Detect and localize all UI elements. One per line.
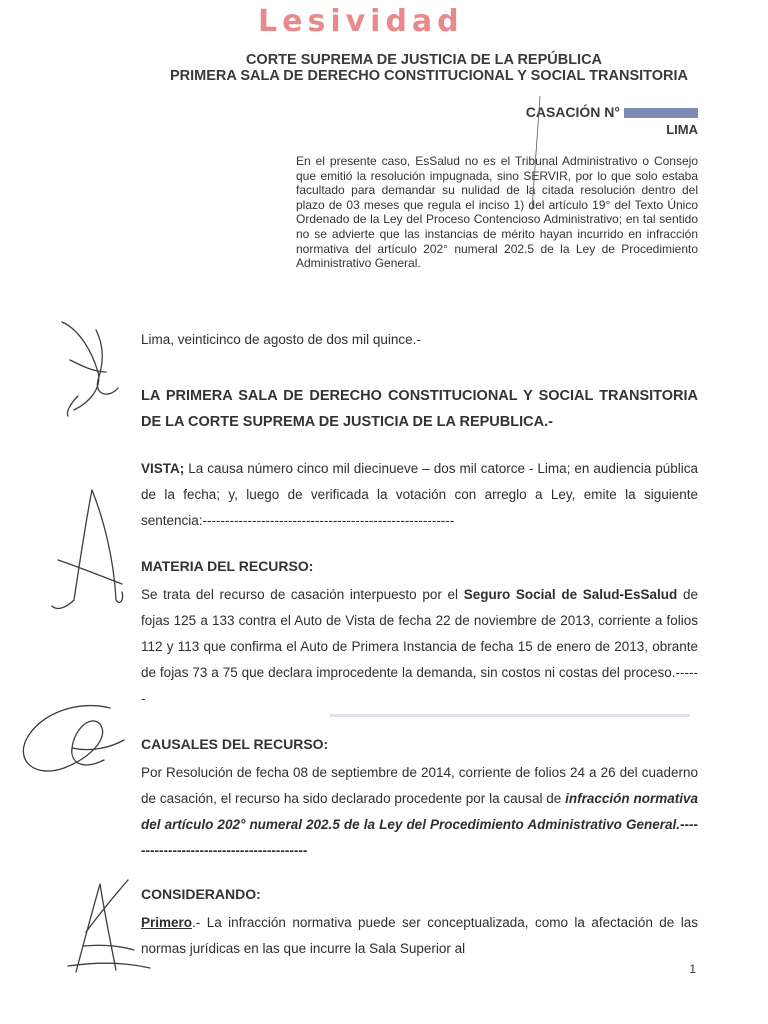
materia-paragraph [141, 582, 698, 712]
causales-text-a: Por Resolución de fecha 08 de septiembre de 2014, corriente de folios 24 a 26 del cuaderno de casación, el recurso ha sido declarado procedente por la causal de [141, 765, 698, 806]
court-heading: LA PRIMERA SALA DE DERECHO CONSTITUCIONAL Y SOCIAL TRANSITORIA DE LA CORTE SUPREMA DE JUSTICIA DE LA REPUBLICA.- [141, 388, 698, 430]
materia-text-b: de fojas 125 a 133 contra el Auto de Vista de fecha 22 de noviembre de 2013, corriente a folios 112 y 113 que confirma el Auto de Primera Instancia de fecha 15 de enero de 2013, obrante de fojas 73 a 75 que declara improcedente la demanda, sin costos ni costas del proceso.------ [141, 587, 698, 706]
materia-text-a: Se trata del recurso de casación interpuesto por el [141, 587, 464, 602]
vista-label: VISTA; [141, 461, 185, 476]
considerando-heading: CONSIDERANDO: [141, 886, 261, 902]
materia-heading: MATERIA DEL RECURSO: [141, 558, 314, 574]
signature-mark-1 [62, 322, 118, 416]
bleed-through-mark [330, 714, 690, 717]
page-number: 1 [689, 962, 696, 976]
signature-mark-2 [52, 490, 123, 608]
court-header-line2: PRIMERA SALA DE DERECHO CONSTITUCIONAL Y SOCIAL TRANSITORIA [169, 68, 688, 84]
date-line: Lima, veinticinco de agosto de dos mil quince.- [141, 332, 421, 347]
primero-text: .- La infracción normativa puede ser conceptualizada, como la afectación de las normas jurídicas en las que incurre la Sala Superior al [141, 915, 698, 956]
case-number-label: CASACIÓN N° [525, 104, 620, 120]
causales-tail: ----------------------------------------- [141, 817, 698, 858]
case-number [526, 104, 698, 120]
signature-mark-4 [68, 880, 150, 972]
case-place: LIMA [666, 122, 698, 137]
court-header-line1: CORTE SUPREMA DE JUSTICIA DE LA REPÚBLICA [245, 52, 603, 68]
causales-heading: CAUSALES DEL RECURSO: [141, 736, 329, 752]
case-summary: En el presente caso, EsSalud no es el Tribunal Administrativo o Consejo que emitió la resolución impugnada, sino SERVIR, por lo que solo estaba facultado para demandar su nulidad de la citada resolución dentro del plazo de 03 meses que regula el inciso 1) del artículo 19° del Texto Único Ordenado de la Ley del Proceso Contencioso Administrativo; en tal sentido no se advierte que las instancias de mérito hayan incurrido en infracción normativa del artículo 202° numeral 202.5 de la Ley de Procedimiento Administrativo General. [296, 154, 698, 271]
primero-label: Primero [141, 915, 193, 930]
signature-mark-3 [23, 706, 124, 771]
causales-bold: infracción normativa del artículo 202° numeral 202.5 de la Ley del Procedimiento Administrativo General. [141, 791, 698, 832]
redacted-number [624, 108, 698, 118]
vista-text: La causa número cinco mil diecinueve – dos mil catorce - Lima; en audiencia pública de la fecha; y, luego de verificada la votación con arreglo a Ley, emite la siguiente sentencia:-------------------------------------------------------- [141, 461, 698, 528]
materia-bold: Seguro Social de Salud-EsSalud [463, 587, 678, 602]
vista-paragraph [141, 456, 698, 534]
causales-paragraph [141, 760, 698, 864]
lesividad-stamp: Lesividad [258, 4, 464, 39]
considerando-paragraph [141, 910, 698, 962]
